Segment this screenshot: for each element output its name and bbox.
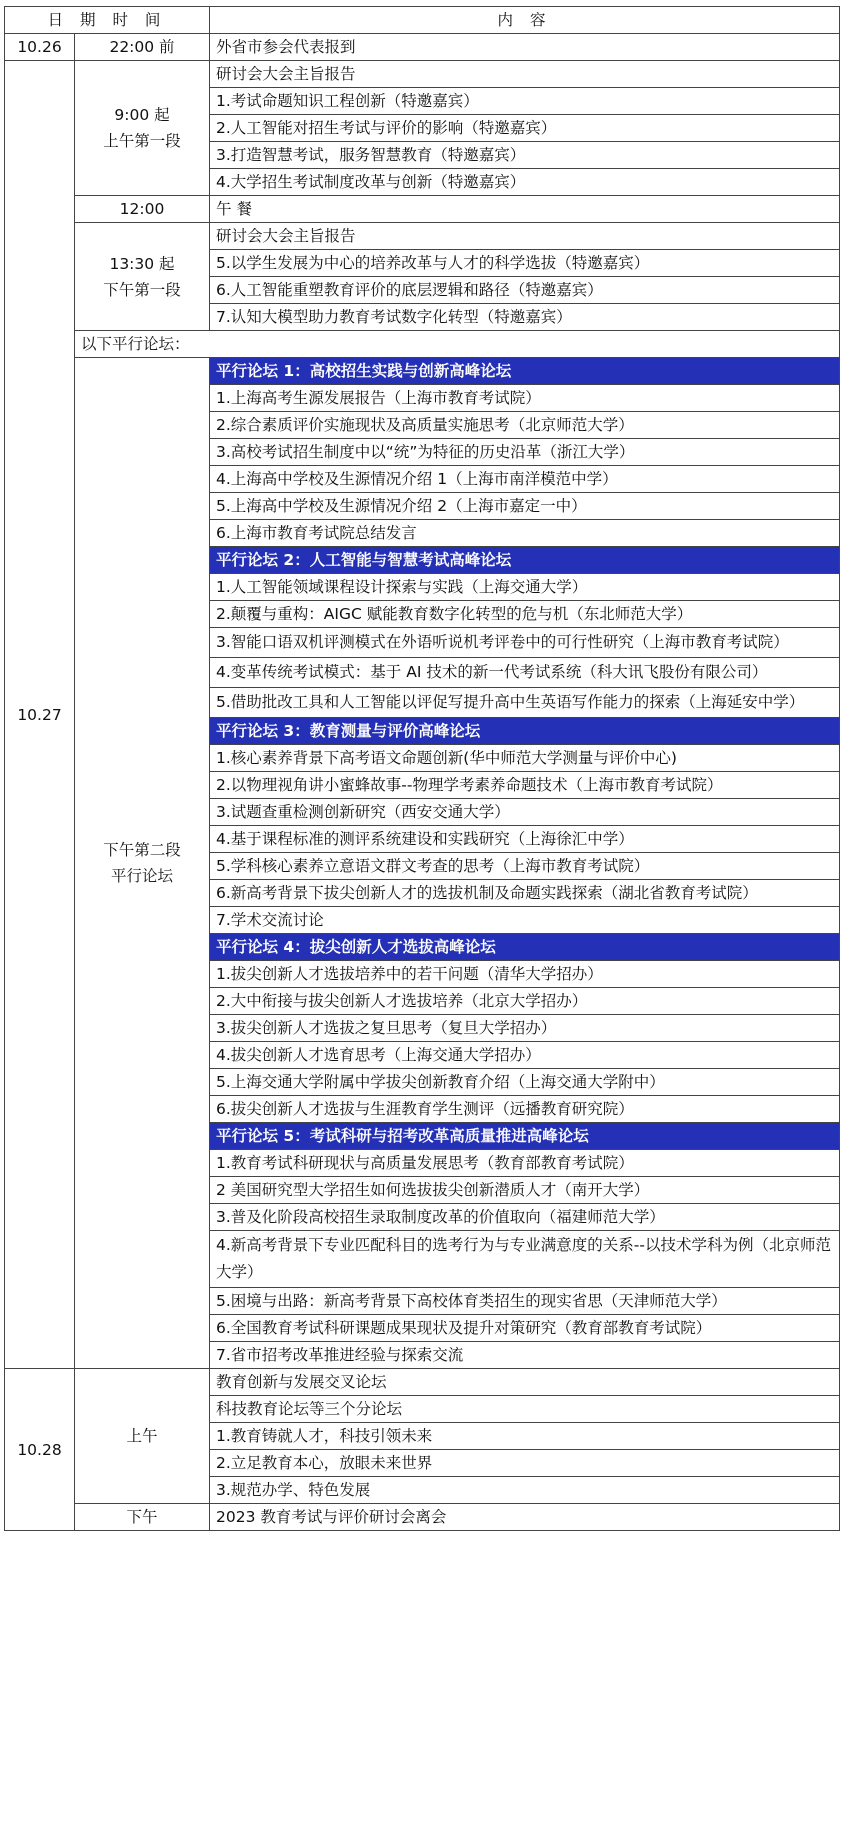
content-cell: 教育创新与发展交叉论坛 bbox=[210, 1369, 840, 1396]
content-cell: 4.大学招生考试制度改革与创新（特邀嘉宾） bbox=[210, 169, 840, 196]
forum-item: 2.综合素质评价实施现状及高质量实施思考（北京师范大学） bbox=[210, 412, 840, 439]
time-cell-line: 平行论坛 bbox=[111, 867, 174, 885]
forum-item: 1.核心素养背景下高考语文命题创新(华中师范大学测量与评价中心) bbox=[210, 745, 840, 772]
content-cell: 研讨会大会主旨报告 bbox=[210, 61, 840, 88]
table-row bbox=[5, 1504, 840, 1531]
forum-item: 6.上海市教育考试院总结发言 bbox=[210, 520, 840, 547]
content-cell: 2.人工智能对招生考试与评价的影响（特邀嘉宾） bbox=[210, 115, 840, 142]
time-cell bbox=[75, 358, 210, 1369]
table-row bbox=[5, 7, 840, 34]
time-cell-line: 上午第一段 bbox=[103, 132, 181, 150]
forum-item: 3.高校考试招生制度中以“统”为特征的历史沿革（浙江大学） bbox=[210, 439, 840, 466]
content-cell: 7.认知大模型助力教育考试数字化转型（特邀嘉宾） bbox=[210, 304, 840, 331]
table-row bbox=[5, 61, 840, 88]
forum-title: 平行论坛 5：考试科研与招考改革高质量推进高峰论坛 bbox=[210, 1123, 840, 1150]
time-cell: 下午 bbox=[75, 1504, 210, 1531]
schedule-table bbox=[4, 6, 840, 1531]
forum-item: 3.智能口语双机评测模式在外语听说机考评卷中的可行性研究（上海市教育考试院） bbox=[210, 628, 840, 658]
forum-item: 4.拔尖创新人才选育思考（上海交通大学招办） bbox=[210, 1042, 840, 1069]
content-cell: 3.打造智慧考试，服务智慧教育（特邀嘉宾） bbox=[210, 142, 840, 169]
forum-item: 4.变革传统考试模式：基于 AI 技术的新一代考试系统（科大讯飞股份有限公司） bbox=[210, 658, 840, 688]
content-cell: 研讨会大会主旨报告 bbox=[210, 223, 840, 250]
forum-title: 平行论坛 2：人工智能与智慧考试高峰论坛 bbox=[210, 547, 840, 574]
forum-item: 3.普及化阶段高校招生录取制度改革的价值取向（福建师范大学） bbox=[210, 1204, 840, 1231]
forum-item: 4.基于课程标准的测评系统建设和实践研究（上海徐汇中学） bbox=[210, 826, 840, 853]
time-cell: 上午 bbox=[75, 1369, 210, 1504]
table-row bbox=[5, 358, 840, 385]
table-row bbox=[5, 34, 840, 61]
forum-item: 1.上海高考生源发展报告（上海市教育考试院） bbox=[210, 385, 840, 412]
parallel-note: 以下平行论坛： bbox=[75, 331, 840, 358]
content-cell: 2023 教育考试与评价研讨会离会 bbox=[210, 1504, 840, 1531]
header-content: 内 容 bbox=[210, 7, 840, 34]
table-row bbox=[5, 223, 840, 250]
forum-item: 1.人工智能领域课程设计探索与实践（上海交通大学） bbox=[210, 574, 840, 601]
content-cell: 6.人工智能重塑教育评价的底层逻辑和路径（特邀嘉宾） bbox=[210, 277, 840, 304]
time-cell-line: 13:30 起 bbox=[109, 254, 175, 273]
content-cell: 3.规范办学、特色发展 bbox=[210, 1477, 840, 1504]
time-cell-line: 下午第一段 bbox=[103, 280, 181, 299]
forum-title: 平行论坛 3：教育测量与评价高峰论坛 bbox=[210, 718, 840, 745]
forum-item: 2.以物理视角讲小蜜蜂故事--物理学考素养命题技术（上海市教育考试院） bbox=[210, 772, 840, 799]
time-cell-line: 下午第二段 bbox=[103, 841, 181, 859]
forum-item: 2 美国研究型大学招生如何选拔拔尖创新潜质人才（南开大学） bbox=[210, 1177, 840, 1204]
forum-item: 6.全国教育考试科研课题成果现状及提升对策研究（教育部教育考试院） bbox=[210, 1315, 840, 1342]
time-cell-line: 9:00 起 bbox=[114, 106, 170, 124]
date-cell: 10.26 bbox=[5, 34, 75, 61]
table-row bbox=[5, 1369, 840, 1396]
forum-item: 2.大中衔接与拔尖创新人才选拔培养（北京大学招办） bbox=[210, 988, 840, 1015]
content-cell: 1.教育铸就人才，科技引领未来 bbox=[210, 1423, 840, 1450]
table-row bbox=[5, 331, 840, 358]
forum-title: 平行论坛 4：拔尖创新人才选拔高峰论坛 bbox=[210, 934, 840, 961]
date-cell: 10.28 bbox=[5, 1369, 75, 1531]
header-date-time: 日 期 时 间 bbox=[5, 7, 210, 34]
forum-item: 1.拔尖创新人才选拔培养中的若干问题（清华大学招办） bbox=[210, 961, 840, 988]
forum-item: 4.上海高中学校及生源情况介绍 1（上海市南洋模范中学） bbox=[210, 466, 840, 493]
forum-item: 5.困境与出路：新高考背景下高校体育类招生的现实省思（天津师范大学） bbox=[210, 1288, 840, 1315]
date-cell: 10.27 bbox=[5, 61, 75, 1369]
forum-item: 5.上海高中学校及生源情况介绍 2（上海市嘉定一中） bbox=[210, 493, 840, 520]
forum-item: 6.拔尖创新人才选拔与生涯教育学生测评（远播教育研究院） bbox=[210, 1096, 840, 1123]
forum-item: 1.教育考试科研现状与高质量发展思考（教育部教育考试院） bbox=[210, 1150, 840, 1177]
content-cell: 2.立足教育本心，放眼未来世界 bbox=[210, 1450, 840, 1477]
content-cell: 1.考试命题知识工程创新（特邀嘉宾） bbox=[210, 88, 840, 115]
forum-item: 3.试题查重检测创新研究（西安交通大学） bbox=[210, 799, 840, 826]
forum-item: 6.新高考背景下拔尖创新人才的选拔机制及命题实践探索（湖北省教育考试院） bbox=[210, 880, 840, 907]
forum-item: 7.省市招考改革推进经验与探索交流 bbox=[210, 1342, 840, 1369]
time-cell bbox=[75, 223, 210, 331]
forum-item: 4.新高考背景下专业匹配科目的选考行为与专业满意度的关系--以技术学科为例（北京师范大学） bbox=[210, 1231, 840, 1288]
forum-item: 2.颠覆与重构：AIGC 赋能教育数字化转型的危与机（东北师范大学） bbox=[210, 601, 840, 628]
content-cell: 午 餐 bbox=[210, 196, 840, 223]
content-cell: 外省市参会代表报到 bbox=[210, 34, 840, 61]
time-cell: 22:00 前 bbox=[75, 34, 210, 61]
forum-item: 5.上海交通大学附属中学拔尖创新教育介绍（上海交通大学附中） bbox=[210, 1069, 840, 1096]
time-cell bbox=[75, 61, 210, 196]
forum-item: 5.学科核心素养立意语文群文考查的思考（上海市教育考试院） bbox=[210, 853, 840, 880]
forum-item: 7.学术交流讨论 bbox=[210, 907, 840, 934]
forum-item: 3.拔尖创新人才选拔之复旦思考（复旦大学招办） bbox=[210, 1015, 840, 1042]
forum-item: 5.借助批改工具和人工智能以评促写提升高中生英语写作能力的探索（上海延安中学） bbox=[210, 688, 840, 718]
table-row bbox=[5, 196, 840, 223]
time-cell: 12:00 bbox=[75, 196, 210, 223]
content-cell: 5.以学生发展为中心的培养改革与人才的科学选拔（特邀嘉宾） bbox=[210, 250, 840, 277]
forum-title: 平行论坛 1：高校招生实践与创新高峰论坛 bbox=[210, 358, 840, 385]
content-cell: 科技教育论坛等三个分论坛 bbox=[210, 1396, 840, 1423]
